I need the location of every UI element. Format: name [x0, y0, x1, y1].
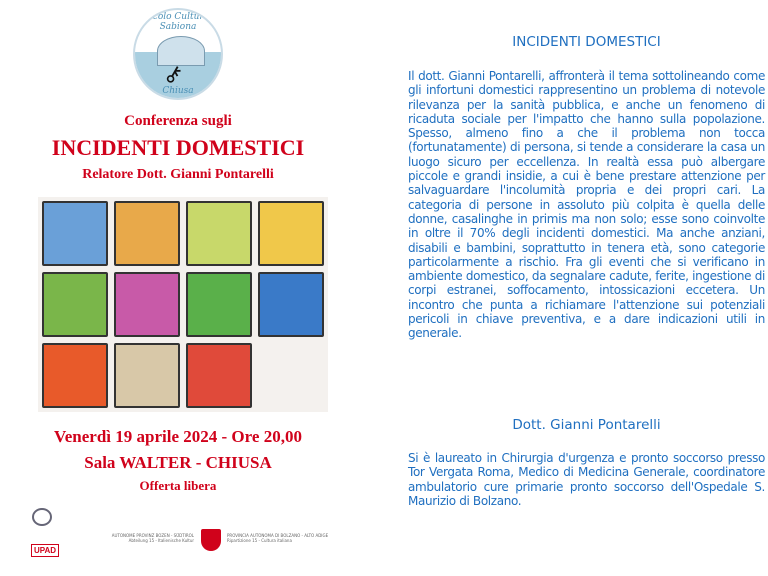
key-icon: ⚷ — [159, 59, 187, 90]
article-body: Il dott. Gianni Pontarelli, affronterà il tema sottolineando come gli infortuni domestici rappresentino un problema di notevole rilevanza per la sanità pubblica, e anche un fenomeno di ricaduta sociale per l'impatto che hanno sulla popolazione. Spesso, almeno fino a che il problema non tocca (fortunatamente) di persona, si tende a considerare la casa un luogo sicuro per eccellenza. In realtà essa può albergare piccole e grandi insidie, a cui è bene prestare attenzione per salvaguardare l'incolumità propria e dei propri cari. La categoria di persone in assoluto più colpita è quella delle donne, casalinghe in primis ma non solo; esse sono coinvolte in oltre il 70% degli incidenti domestici. Ma anche anziani, disabili e bambini, soprattutto in tenera età, sono categorie particolarmente a rischio. Fra gli eventi che si verificano in ambiente domestico, da segnalare cadute, ferite, ingestione di corpi estranei, soffocamento, intossicazioni eccetera. Un incontro che punta a richiamare l'attenzione sui potenziali pericoli in chiave preventiva, e a dare indicazioni utili in generale. — [408, 69, 765, 341]
poster-subtitle: Conferenza sugli — [124, 113, 232, 129]
circolo-culturale-logo: ⚷ Circolo Culturale Sabiona Chiusa — [133, 8, 223, 100]
sponsor-logo-icon — [32, 508, 52, 526]
event-datetime: Venerdì 19 aprile 2024 - Ore 20,00 — [54, 427, 302, 446]
bio-title: Dott. Gianni Pontarelli — [512, 417, 661, 433]
poster — [0, 0, 370, 576]
illustration-grid — [38, 197, 328, 412]
bio-text: Si è laureato in Chirurgia d'urgenza e pronto soccorso presso Tor Vergata Roma, Medico di Medicina Generale, coordinatore ambulatorio cure primarie pronto soccorso dell'Ospedale S. Maurizio di Bolzano. — [408, 451, 765, 508]
sponsor-de: AUTONOME PROVINZ BOZEN - SÜDTIROL Abteilung 15 - Italienische Kultur — [111, 533, 194, 543]
event-offer: Offerta libera — [139, 478, 217, 493]
sponsor-it: PROVINCIA AUTONOMA DI BOLZANO - ALTO ADIGE Ripartizione 15 - Cultura italiana — [227, 533, 329, 543]
castle-hill-icon — [157, 36, 205, 66]
event-venue: Sala WALTER - CHIUSA — [84, 453, 272, 472]
poster-speaker: Relatore Dott. Gianni Pontarelli — [82, 167, 274, 182]
poster-title: INCIDENTI DOMESTICI — [51, 135, 305, 160]
upad-logo: UPAD — [31, 544, 59, 557]
eagle-crest-icon — [201, 529, 221, 551]
article-title: INCIDENTI DOMESTICI — [512, 34, 661, 50]
